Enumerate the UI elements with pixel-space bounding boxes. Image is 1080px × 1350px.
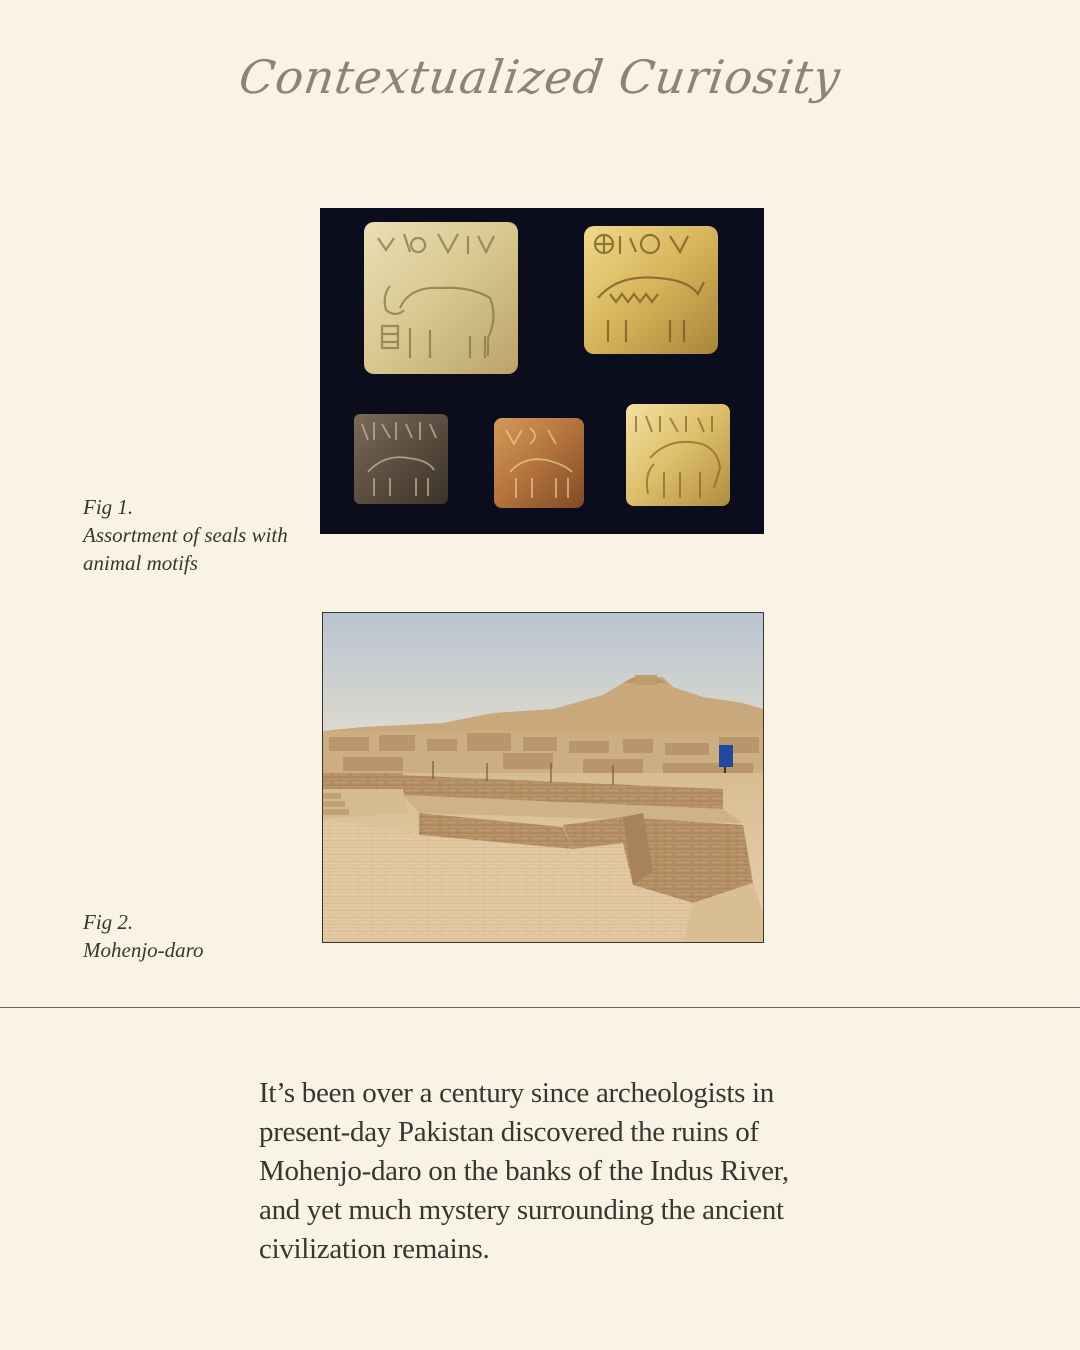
seal-amber <box>494 418 584 508</box>
figure-1-caption-line-2: animal motifs <box>83 551 198 575</box>
site-sign <box>719 745 733 767</box>
figure-2-caption-line-1: Mohenjo-daro <box>83 938 204 962</box>
seal-bull <box>364 222 518 374</box>
figure-1-caption-line-1: Assortment of seals with <box>83 523 288 547</box>
seal-dark <box>354 414 448 504</box>
seals-photo <box>320 208 764 534</box>
seal-elephant <box>626 404 730 506</box>
figure-2-caption <box>83 908 204 964</box>
article-paragraph: It’s been over a century since archeologists in present-day Pakistan discovered the ruins of Mohenjo-daro on the banks of the Indus River, and yet much mystery surrounding the ancient civilization remains. <box>259 1077 789 1265</box>
figure-2-label: Fig 2. <box>83 910 134 934</box>
seal-rhinoceros <box>584 226 718 354</box>
mohenjo-daro-photo <box>322 612 764 943</box>
page-title: Contextualized Curiosity <box>235 50 845 104</box>
section-divider <box>0 1007 1080 1008</box>
figure-1-label: Fig 1. <box>83 495 134 519</box>
figure-1-caption <box>83 493 288 577</box>
